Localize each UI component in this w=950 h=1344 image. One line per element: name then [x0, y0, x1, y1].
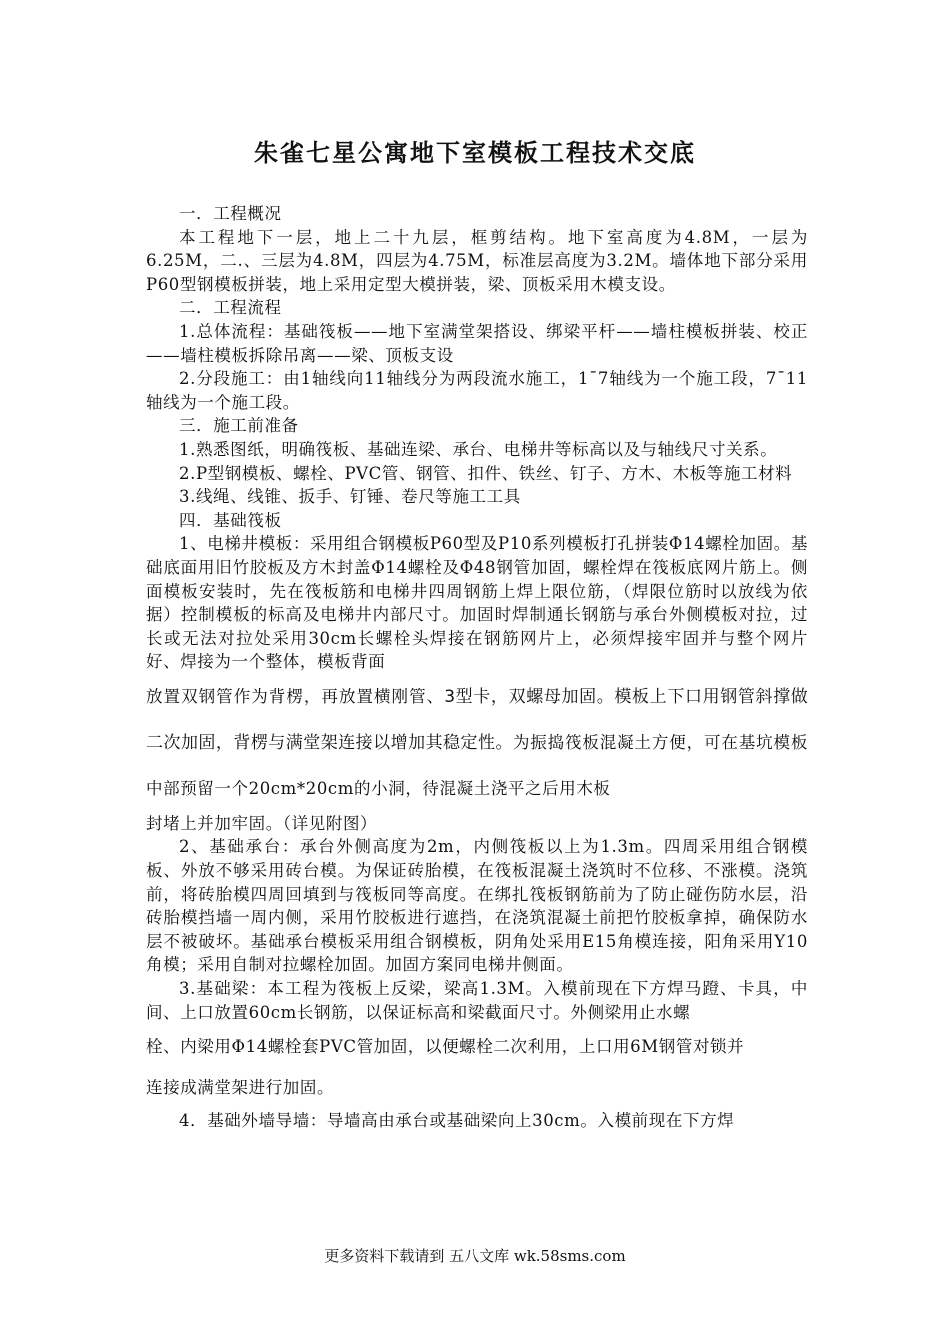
footer-watermark-text: 更多资料下载请到 五八文库 wk.58sms.com — [324, 1247, 626, 1265]
paragraph-foundation-cap: 2、基础承台：承台外侧高度为2m，内侧筏板以上为1.3m。四周采用组合钢模板、外放不够采用砖台模。为保证砖胎模，在筏板混凝土浇筑时不位移、不涨模。浇筑前，将砖胎模四周回填到与筏板同等高度。在绑扎筏板钢筋前为了防止碰伤防水层，沿砖胎模挡墙一周内侧，采用竹胶板进行遮挡，在浇筑混凝土前把竹胶板拿掉，确保防水层不被破坏。基础承台模板采用组合钢模板，阴角处采用E15角模连接，阳角采用Y10角模；采用自制对拉螺栓加固。加固方案同电梯井侧面。 — [146, 837, 808, 975]
paragraph-foundation-beam-cont: 栓、内梁用Φ14螺栓套PVC管加固，以便螺栓二次利用，上口用6M钢管对锁并 — [146, 1037, 745, 1057]
paragraph-overall-process: 1.总体流程：基础筏板——地下室满堂架搭设、绑梁平杆——墙柱模板拼装、校正——墙柱模板拆除吊离——梁、顶板支设 — [146, 321, 808, 365]
section-heading-raft: 四．基础筏板 — [179, 510, 282, 530]
section-heading-process: 二．工程流程 — [179, 298, 282, 318]
paragraph-overview: 本工程地下一层，地上二十九层，框剪结构。地下室高度为4.8M，一层为6.25M，二.、三层为4.8M，四层为4.75M，标准层高度为3.2M。墙体地下部分采用P60型钢模板拼装，地上采用定型大模拼装，梁、顶板采用木模支设。 — [146, 227, 808, 294]
document-body — [146, 202, 808, 1136]
paragraph-foundation-beam: 3.基础梁：本工程为筏板上反梁，梁高1.3M。入模前现在下方焊马蹬、卡具，中间、上口放置60cm长钢筋，以保证标高和梁截面尺寸。外侧梁用止水螺 — [146, 979, 808, 1022]
paragraph-guide-wall: 4．基础外墙导墙：导墙高由承台或基础梁向上30cm。入模前现在下方焊 — [179, 1111, 735, 1131]
paragraph-elevator-formwork-end: 封堵上并加牢固。（详见附图） — [146, 813, 378, 833]
text-run-serif-2: 为振捣筏板混凝土方便，可在基坑模板中部预留一个20cm*20cm的小洞，待混凝土浇平之后用木板 — [146, 732, 809, 798]
section-heading-overview: 一．工程概况 — [179, 204, 282, 223]
paragraph-staged-construction: 2.分段施工：由1轴线向11轴线分为两段流水施工，1¯7轴线为一个施工段，7¯11轴线为一个施工段。 — [146, 369, 808, 412]
paragraph-elevator-formwork: 1、电梯井模板：采用组合钢模板P60型及P10系列模板打孔拼装Φ14螺栓加固。基础底面用旧竹胶板及方木封盖Φ14螺栓及Φ48钢管加固，螺栓焊在筏板底网片筋上。侧面模板安装时，先在筏板筋和电梯井四周钢筋上焊上限位筋，（焊限位筋时以放线为依据）控制模板的标高及电梯井内部尺寸。加固时焊制通长钢筋与承台外侧模板对拉，过长或无法对拉处采用30cm长螺栓头焊接在钢筋网片上，必须焊接牢固并与整个网片好、焊接为一个整体，模板背面 — [146, 534, 808, 672]
section-heading-preparation: 三．施工前准备 — [179, 416, 299, 436]
text-run-sans: 3型卡，双螺母加固。模板上下口用钢管斜撑做二次加固，背楞与满堂架连接以增加其稳定性。 — [146, 686, 809, 753]
paragraph-prep-materials: 2.P型钢模板、螺栓、PVC管、钢管、扣件、铁丝、钉子、方木、木板等施工材料 — [179, 463, 793, 483]
paragraph-prep-drawings: 1.熟悉图纸，明确筏板、基础连梁、承台、电梯井等标高以及与轴线尺寸关系。 — [179, 439, 778, 459]
paragraph-foundation-beam-end: 连接成满堂架进行加固。 — [146, 1078, 335, 1098]
document-title: 朱雀七星公寓地下室模板工程技术交底 — [254, 138, 696, 167]
text-run-serif: 放置双钢管作为背楞，再放置横刚管、 — [146, 686, 445, 706]
paragraph-prep-tools: 3.线绳、线锥、扳手、钉锤、卷尺等施工工具 — [179, 487, 521, 507]
paragraph-elevator-formwork-cont — [146, 674, 808, 812]
